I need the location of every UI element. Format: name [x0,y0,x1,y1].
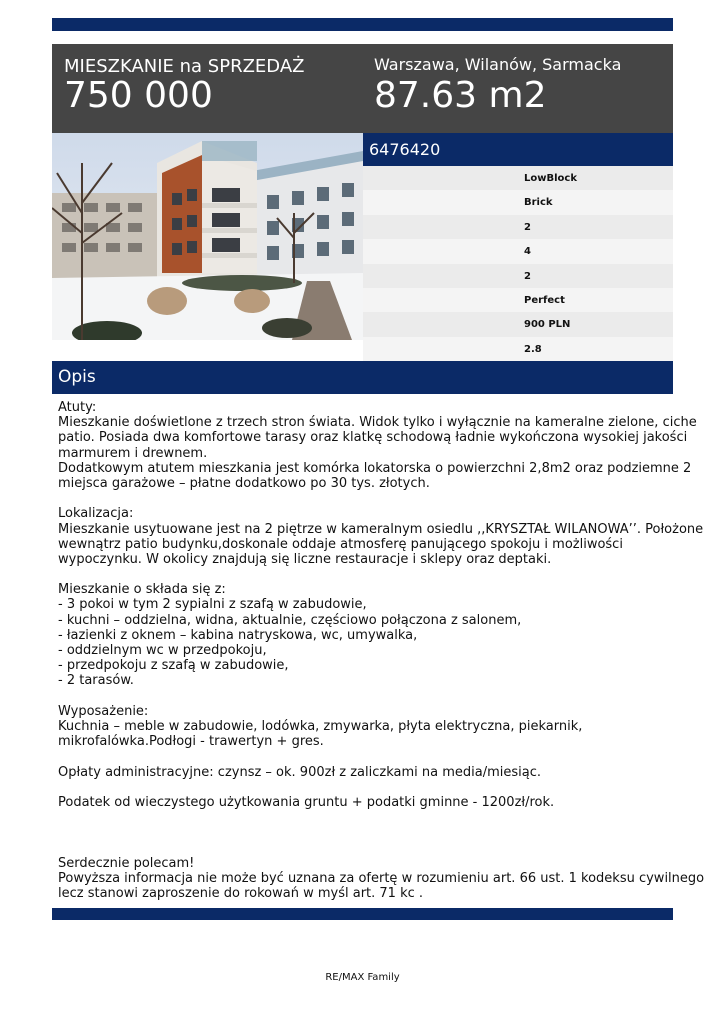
description-line: marmurem i drewnem. [58,445,208,461]
property-value: LowBlock [524,173,577,184]
property-row [363,264,673,288]
property-row [363,312,673,336]
description-line: - przedpokoju z szafą w zabudowie, [58,658,289,674]
description-gap [58,810,670,825]
description-line: miejsca garażowe – płatne dodatkowo po 30 tys. złotych. [58,475,430,491]
description-gap [58,840,670,855]
area: 87.63 m2 [374,75,547,116]
building-photo-illustration [52,133,363,340]
top-divider-bar [52,18,673,31]
description-line: Mieszkanie o składa się z: [58,582,226,598]
description-line: - łazienki z oknem – kabina natryskowa, wc, umywalka, [58,627,418,643]
description-line: - kuchni – oddzielna, widna, aktualnie, częściowo połączona z salonem, [58,612,522,628]
listing-header [52,44,673,133]
description-line: Mieszkanie usytuowane jest na 2 piętrze w kameralnym osiedlu ,,KRYSZTAŁ WILANOWA’’. Położone [58,521,704,537]
footer-agency: RE/MAX Family [325,972,400,983]
description-line: Wyposażenie: [58,703,149,719]
listing-id: 6476420 [369,140,441,159]
description-line: Kuchnia – meble w zabudowie, lodówka, zmywarka, płyta elektryczna, piekarnik, [58,718,583,734]
description-gap [58,749,670,764]
property-row [363,288,673,312]
location: Warszawa, Wilanów, Sarmacka [374,55,622,74]
description-line: Podatek od wieczystego użytkowania gruntu + podatki gminne - 1200zł/rok. [58,794,555,810]
section-title: Opis [58,367,96,387]
description-line: Lokalizacja: [58,506,134,522]
description-line: - oddzielnym wc w przedpokoju, [58,643,267,658]
description-line: Serdecznie polecam! [58,855,195,871]
description-line: mikrofalówka.Podłogi - trawertyn + gres. [58,734,324,750]
description-gap [58,567,670,582]
property-row [363,337,673,361]
description-line: Opłaty administracyjne: czynsz – ok. 900zł z zaliczkami na media/miesiąc. [58,764,541,780]
property-row [363,239,673,263]
property-value: 4 [524,246,531,258]
description-line: Powyższa informacja nie może być uznana za ofertę w rozumieniu art. 66 ust. 1 kodeksu cywilnego [58,870,705,886]
description-line: Mieszkanie doświetlone z trzech stron świata. Widok tylko i wyłącznie na kameralne zielone, ciche [58,415,697,431]
description-gap [58,689,670,704]
listing-id-bar [363,133,673,166]
description-line: wewnątrz patio budynku,doskonale oddaje atmosferę panującego spokoju i możliwości [58,536,623,552]
property-value: 2 [524,270,531,282]
price: 750 000 [64,75,213,116]
description-gap [58,825,670,840]
description-text [58,400,705,901]
description-gap [58,491,670,506]
description-line: wypoczynku. W okolicy znajdują się liczne restauracje i sklepy oraz deptaki. [58,551,552,567]
property-value: Perfect [524,294,565,306]
property-row [363,166,673,190]
description-section-bar [52,361,673,394]
description-gap [58,780,670,795]
description-line: Atuty: [58,400,97,415]
description-line: Dodatkowym atutem mieszkania jest komórka lokatorska o powierzchni 2,8m2 oraz podziemne 2 [58,460,692,476]
property-details-table [363,166,673,361]
property-photo [52,133,363,340]
property-value: 2 [524,221,531,233]
property-value: Brick [524,197,553,209]
offer-type: MIESZKANIE na SPRZEDAŻ [64,56,305,77]
description-line: lecz stanowi zaproszenie do rokowań w myśl art. 71 kc . [58,886,424,901]
property-value: 2.8 [524,343,542,355]
description-line: - 2 tarasów. [58,673,134,689]
property-value: 900 PLN [524,319,571,331]
property-row [363,190,673,214]
bottom-divider-bar [52,908,673,920]
description-line: - 3 pokoi w tym 2 sypialni z szafą w zabudowie, [58,597,367,613]
description-line: patio. Posiada dwa komfortowe tarasy oraz klatkę schodową ładnie wykończona wysokiej jakości [58,430,688,446]
property-row [363,215,673,239]
